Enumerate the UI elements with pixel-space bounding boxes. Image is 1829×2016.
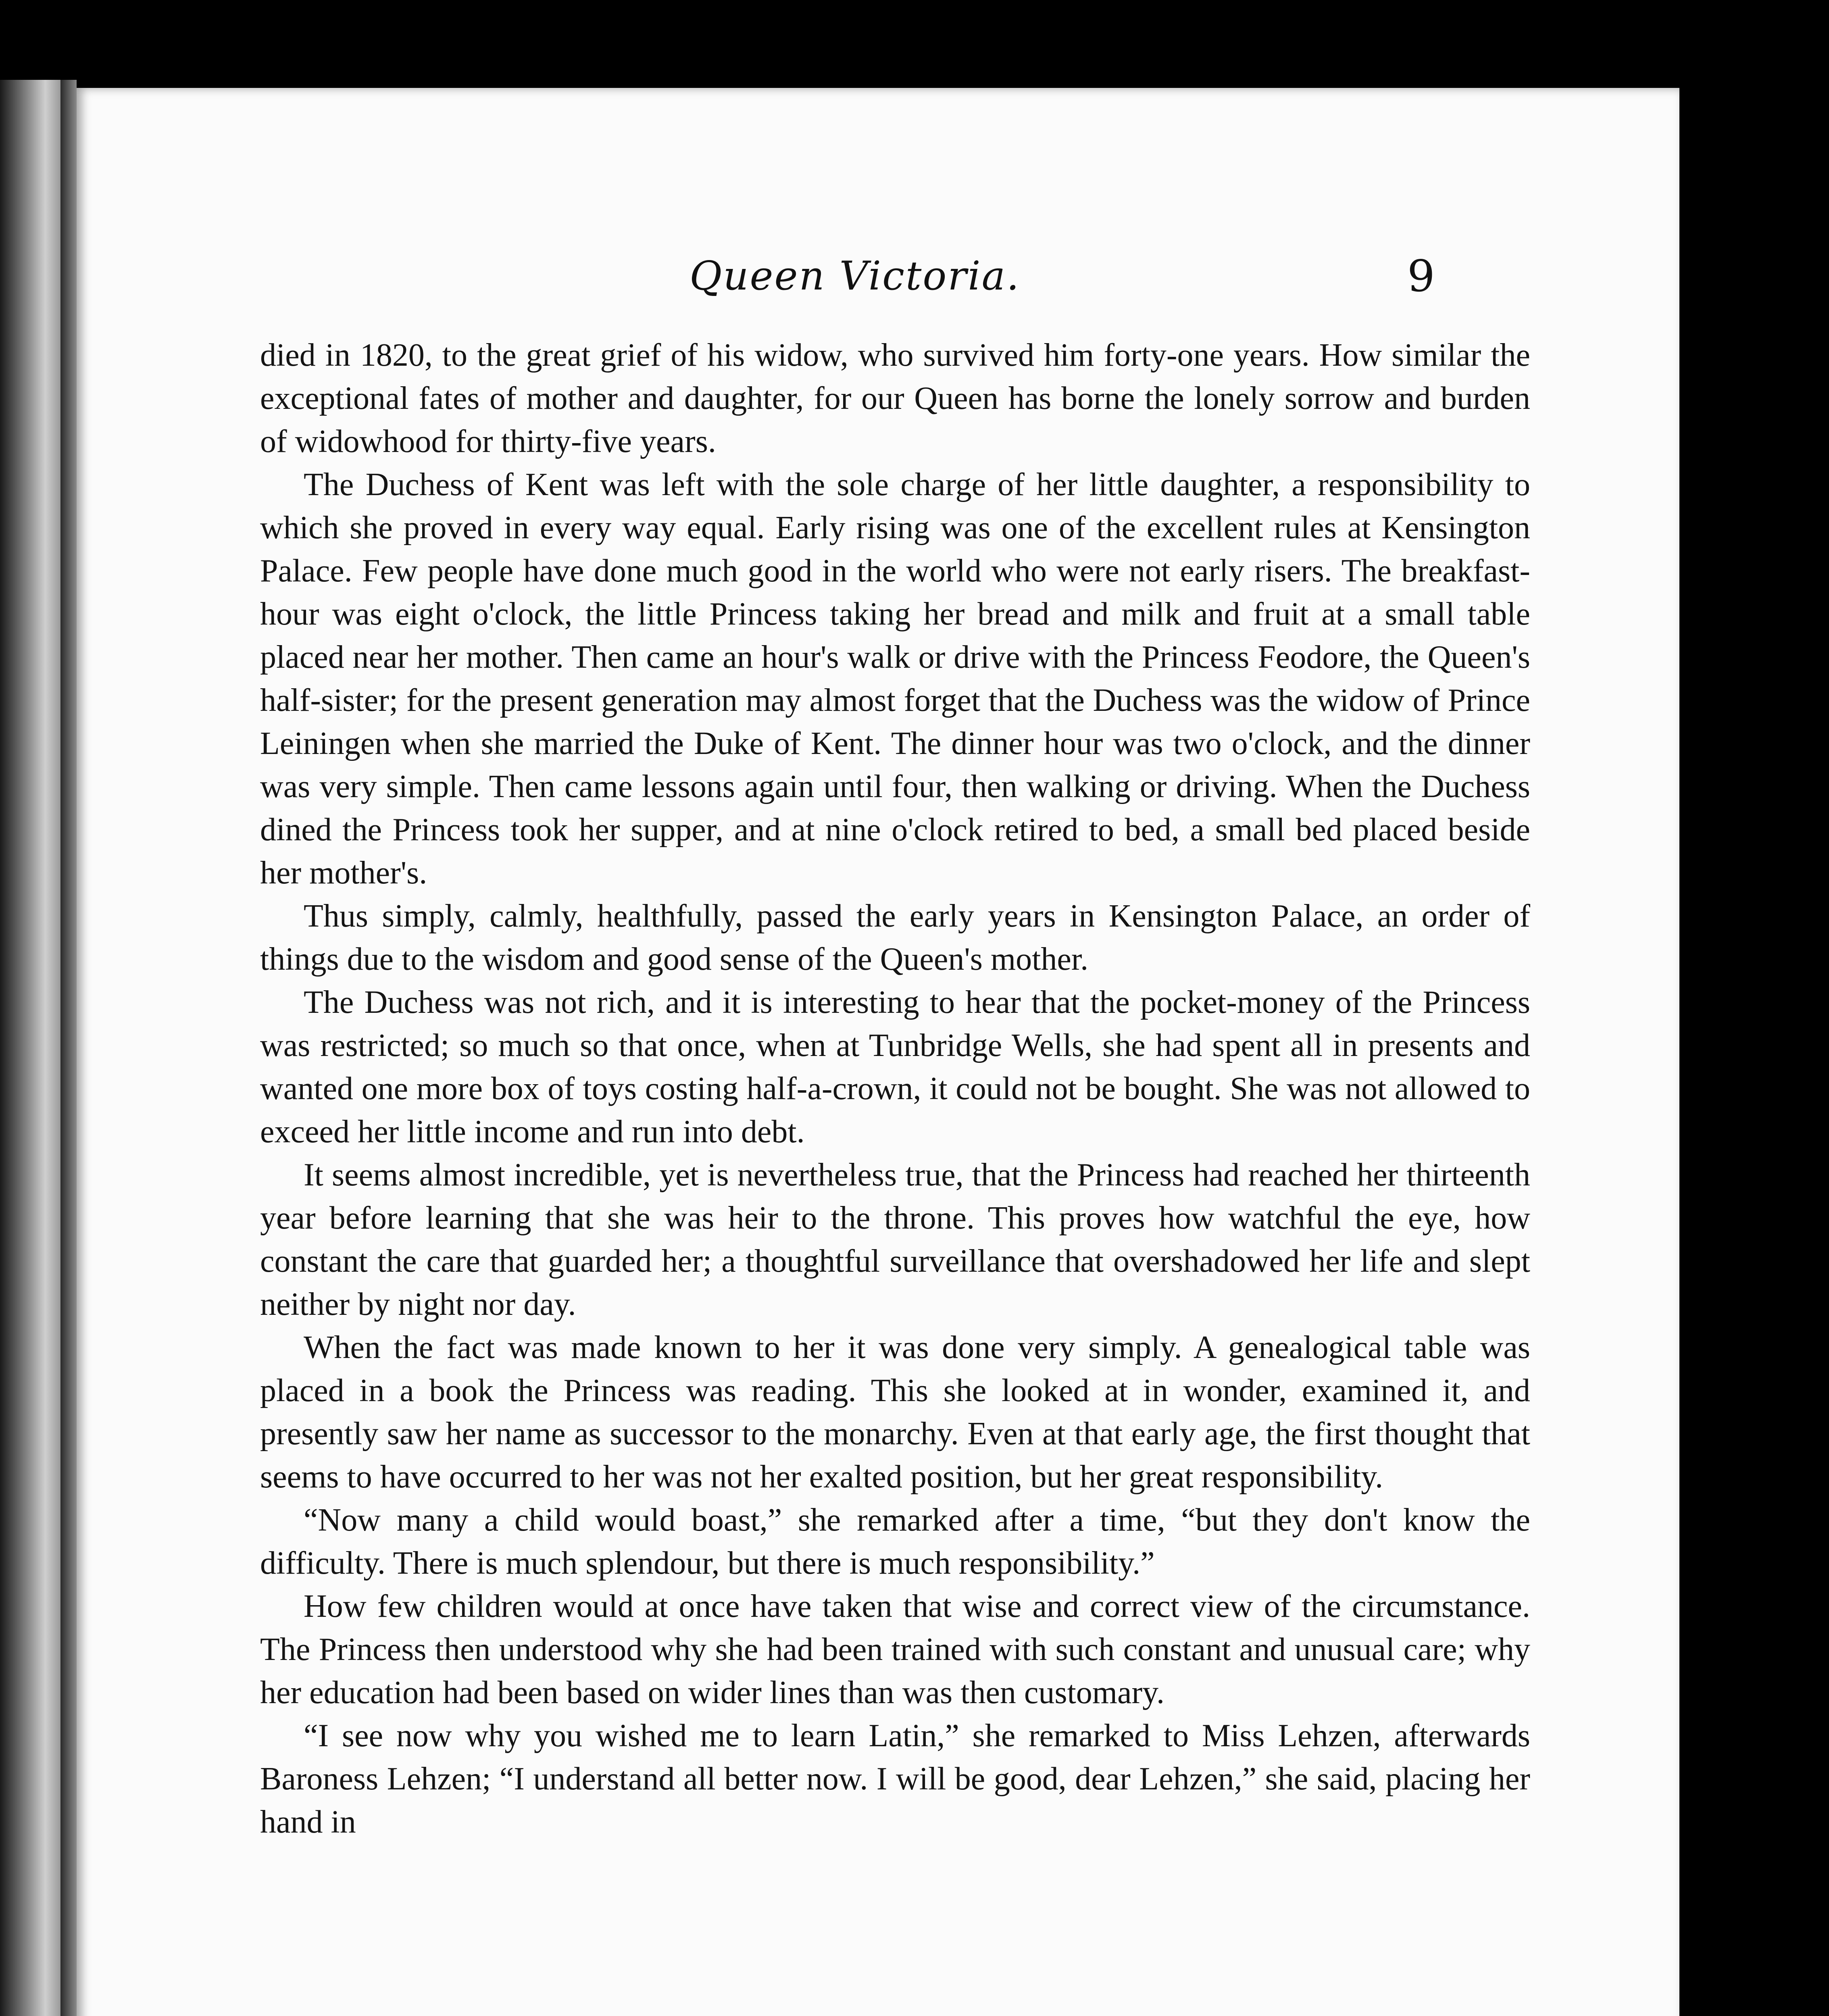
paragraph: Thus simply, calmly, healthfully, passed the early years in Kensington Palace, an order of things due to the wisdom and good sense of the Queen's mother.: [260, 898, 1530, 977]
body-text: [260, 334, 1530, 1844]
paragraph: It seems almost incredible, yet is nevertheless true, that the Princess had reached her thirteenth year before learning that she was heir to the throne. This proves how watchful the eye, how constant the care that guarded her; a thoughtful surveillance that overshadowed her life and slept neither by night nor day.: [260, 1157, 1530, 1322]
paragraph: How few children would at once have taken that wise and correct view of the circumstance. The Princess then understood why she had been trained with such constant and unusual care; why her education had been based on wider lines than was then customary.: [260, 1589, 1530, 1710]
book-page: [77, 88, 1679, 2016]
running-head: Queen Victoria.: [690, 253, 1021, 299]
paragraph: The Duchess was not rich, and it is interesting to hear that the pocket-money of the Princess was restricted; so much so that once, when at Tunbridge Wells, she had spent all in presents and wanted one more box of toys costing half-a-crown, it could not be bought. She was not allowed to exceed her little income and run into debt.: [260, 985, 1530, 1150]
spine-shadow: [60, 80, 77, 2016]
paragraph: died in 1820, to the great grief of his widow, who survived him forty-one years. How similar the exceptional fates of mother and daughter, for our Queen has borne the lonely sorrow and burden of widowhood for thirty-five years.: [260, 337, 1530, 459]
previous-page-edge: [0, 80, 60, 2016]
paragraph: “I see now why you wished me to learn Latin,” she remarked to Miss Lehzen, afterwards Baroness Lehzen; “I understand all better now. I will be good, dear Lehzen,” she said, placing her hand in: [260, 1718, 1530, 1840]
paragraph: “Now many a child would boast,” she remarked after a time, “but they don't know the difficulty. There is much splendour, but there is much responsibility.”: [260, 1502, 1530, 1581]
paragraph: The Duchess of Kent was left with the sole charge of her little daughter, a responsibility to which she proved in every way equal. Early rising was one of the excellent rules at Kensington Palace. Few people have done much good in the world who were not early risers. The breakfast-hour was eight o'clock, the little Princess taking her bread and milk and fruit at a small table placed near her mother. Then came an hour's walk or drive with the Princess Feodore, the Queen's half-sister; for the present generation may almost forget that the Duchess was the widow of Prince Leiningen when she married the Duke of Kent. The dinner hour was two o'clock, and the dinner was very simple. Then came lessons again until four, then walking or driving. When the Duchess dined the Princess took her supper, and at nine o'clock retired to bed, a small bed placed beside her mother's.: [260, 467, 1530, 891]
page-number: 9: [1407, 251, 1435, 302]
paragraph: When the fact was made known to her it was done very simply. A genealogical table was placed in a book the Princess was reading. This she looked at in wonder, examined it, and presently saw her name as successor to the monarchy. Even at that early age, the first thought that seems to have occurred to her was not her exalted position, but her great responsibility.: [260, 1330, 1530, 1495]
